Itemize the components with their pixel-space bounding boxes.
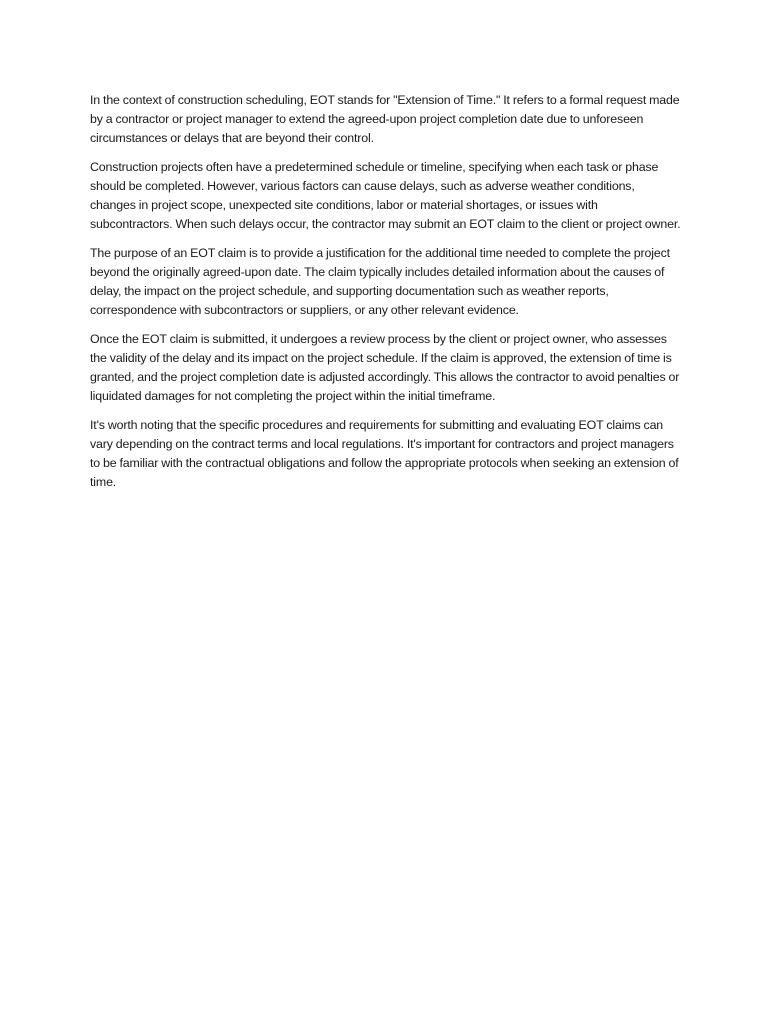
paragraph-2: Construction projects often have a predetermined schedule or timeline, specifying when each task or phase should be completed. However, various factors can cause delays, such as adverse weather conditions, changes in project scope, unexpected site conditions, labor or material shortages, or issues with subcontractors. When such delays occur, the contractor may submit an EOT claim to the client or project owner. bbox=[90, 160, 681, 231]
paragraph-4: Once the EOT claim is submitted, it undergoes a review process by the client or project owner, who assesses the validity of the delay and its impact on the project schedule. If the claim is approved, the extension of time is granted, and the project completion date is adjusted accordingly. This allows the contractor to avoid penalties or liquidated damages for not completing the project within the initial timeframe. bbox=[90, 332, 680, 403]
document-body bbox=[90, 91, 682, 502]
paragraph-3: The purpose of an EOT claim is to provide a justification for the additional time needed to complete the project beyond the originally agreed-upon date. The claim typically includes detailed information about the causes of delay, the impact on the project schedule, and supporting documentation such as weather reports, correspondence with subcontractors or suppliers, or any other relevant evidence. bbox=[90, 246, 670, 317]
paragraph-5: It's worth noting that the specific procedures and requirements for submitting and evaluating EOT claims can vary depending on the contract terms and local regulations. It's important for contractors and project managers to be familiar with the contractual obligations and follow the appropriate protocols when seeking an extension of time. bbox=[90, 418, 679, 489]
paragraph-1: In the context of construction scheduling, EOT stands for "Extension of Time." It refers to a formal request made by a contractor or project manager to extend the agreed-upon project completion date due to unforeseen circumstances or delays that are beyond their control. bbox=[90, 93, 680, 145]
